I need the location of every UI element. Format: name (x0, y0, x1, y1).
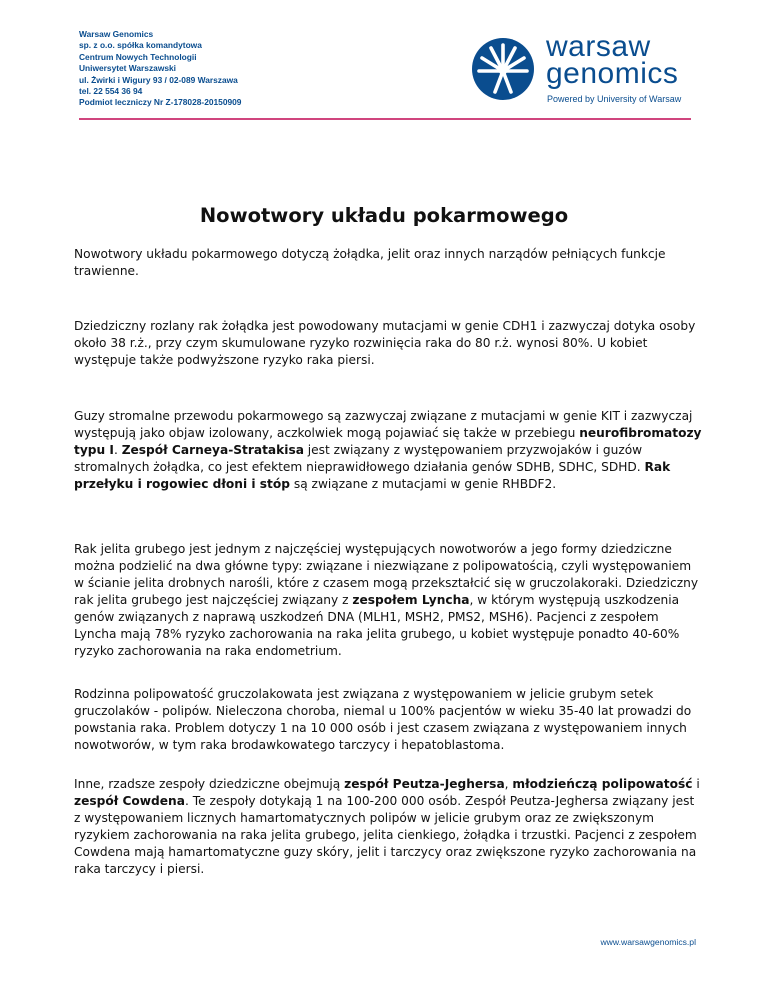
bold-term: Rak przełyku i rogowiec dłoni i stóp (74, 460, 671, 491)
paragraph-text: Dziedziczny rozlany rak żołądka jest powodowany mutacjami w genie CDH1 i zazwyczaj dotyka osoby około 38 r.ż., przy czym skumulowane ryzyko rozwinięcia raka do 80 r.ż. wynosi 80%. U kobiet występuje także podwyższone ryzyko raka piersi. (74, 319, 696, 367)
paragraph-colorectal-cancer (74, 541, 702, 660)
bold-term: zespół Peutza-Jeghersa (344, 777, 505, 791)
address-line: Uniwersytet Warszawski (79, 63, 176, 74)
paragraph-text: . (113, 443, 122, 457)
paragraph-text: , w którym występują uszkodzenia genów związanych z naprawą uszkodzeń DNA (MLH1, MSH2, PMS2, MSH6). Pacjenci z zespołem Lyncha mają 78% ryzyko zachorowania na raka jelita grubego, u kobiet występuje ponadto 40-60% ryzyko zachorowania na raka endometrium. (74, 593, 680, 658)
logo-wordmark (546, 30, 679, 90)
footer-website: www.warsawgenomics.pl (600, 937, 696, 947)
company-address-block (79, 29, 339, 109)
paragraph-text: jest związany z występowaniem przyzwojaków i guzów stromalnych żołądka, co jest efektem nieprawidłowego działania genów SDHB, SDHC, SDHD. (74, 443, 645, 474)
logo-mark-icon (471, 37, 535, 101)
address-line: Centrum Nowych Technologii (79, 51, 197, 62)
paragraph-text: Rodzinna polipowatość gruczolakowata jest związana z występowaniem w jelicie grubym setek gruczolaków - polipów. Nieleczona choroba, niemal u 100% pacjentów w wieku 35-40 lat prowadzi do powstania raka. Problem dotyczy 1 na 10 000 osób i jest czasem związana z występowaniem innych nowotworów, w tym raka brodawkowatego tarczycy i hepatoblastoma. (74, 687, 692, 752)
logo-wordmark-line2: genomics (546, 57, 679, 90)
paragraph-rare-syndromes (74, 776, 702, 878)
bold-term: neurofibromatozy typu I (74, 426, 702, 457)
paragraph-gist (74, 408, 702, 493)
logo-wordmark-line1: warsaw (546, 30, 651, 63)
paragraph-text: Nowotwory układu pokarmowego dotyczą żołądka, jelit oraz innych narządów pełniących funkcje trawienne. (74, 247, 666, 278)
bold-term: młodzieńczą polipowatość (512, 777, 693, 791)
bold-term: Zespół Carneya-Stratakisa (121, 443, 304, 457)
paragraph-intro (74, 246, 702, 280)
bold-term: zespołem Lyncha (352, 593, 470, 607)
address-line: tel. 22 554 36 94 (79, 86, 143, 97)
address-line: Podmiot leczniczy Nr Z-178028-20150909 (79, 97, 242, 108)
page-title: Nowotwory układu pokarmowego (199, 204, 569, 227)
address-line: Warsaw Genomics (79, 29, 154, 39)
header-divider (79, 118, 691, 120)
company-logo (471, 30, 696, 108)
paragraph-gastric-cancer (74, 318, 702, 369)
paragraph-text: Rak jelita grubego jest jednym z najczęściej występujących nowotworów a jego formy dziedziczne można podzielić na dwa główne typy: związane i niezwiązane z polipowatością, czyli występowaniem w ścianie jelita drobnych narośli, które z czasem mogą przekształcić się w gruczolakoraki. Dziedziczny rak jelita grubego jest najczęściej związany z (74, 542, 699, 607)
paragraph-text: są związane z mutacjami w genie RHBDF2. (289, 477, 557, 491)
address-line: sp. z o.o. spółka komandytowa (79, 40, 202, 51)
paragraph-fap (74, 686, 702, 754)
bold-term: zespół Cowdena (74, 794, 185, 808)
paragraph-text: . Te zespoły dotykają 1 na 100-200 000 osób. Zespół Peutza-Jeghersa związany jest z występowaniem licznych hamartomatycznych polipów w jelicie grubym oraz ze zwiększonym ryzykiem zachorowania na raka jelita grubego, jelita cienkiego, żołądka i trzustki. Pacjenci z zespołem Cowdena mają hamartomatyczne guzy skóry, jelit i tarczycy oraz zwiększone ryzyko zachorowania na raka tarczycy i piersi. (74, 794, 697, 876)
paragraph-text: , (504, 777, 513, 791)
paragraph-text: Guzy stromalne przewodu pokarmowego są zazwyczaj związane z mutacjami w genie KIT i zazwyczaj występują jako objaw izolowany, aczkolwiek mogą pojawiać się także w przebiegu (74, 409, 693, 440)
address-line: ul. Żwirki i Wigury 93 / 02-089 Warszawa (79, 74, 238, 85)
paragraph-text: Inne, rzadsze zespoły dziedziczne obejmują (74, 777, 345, 791)
paragraph-text: i (692, 777, 700, 791)
logo-tagline: Powered by University of Warsaw (547, 94, 682, 104)
